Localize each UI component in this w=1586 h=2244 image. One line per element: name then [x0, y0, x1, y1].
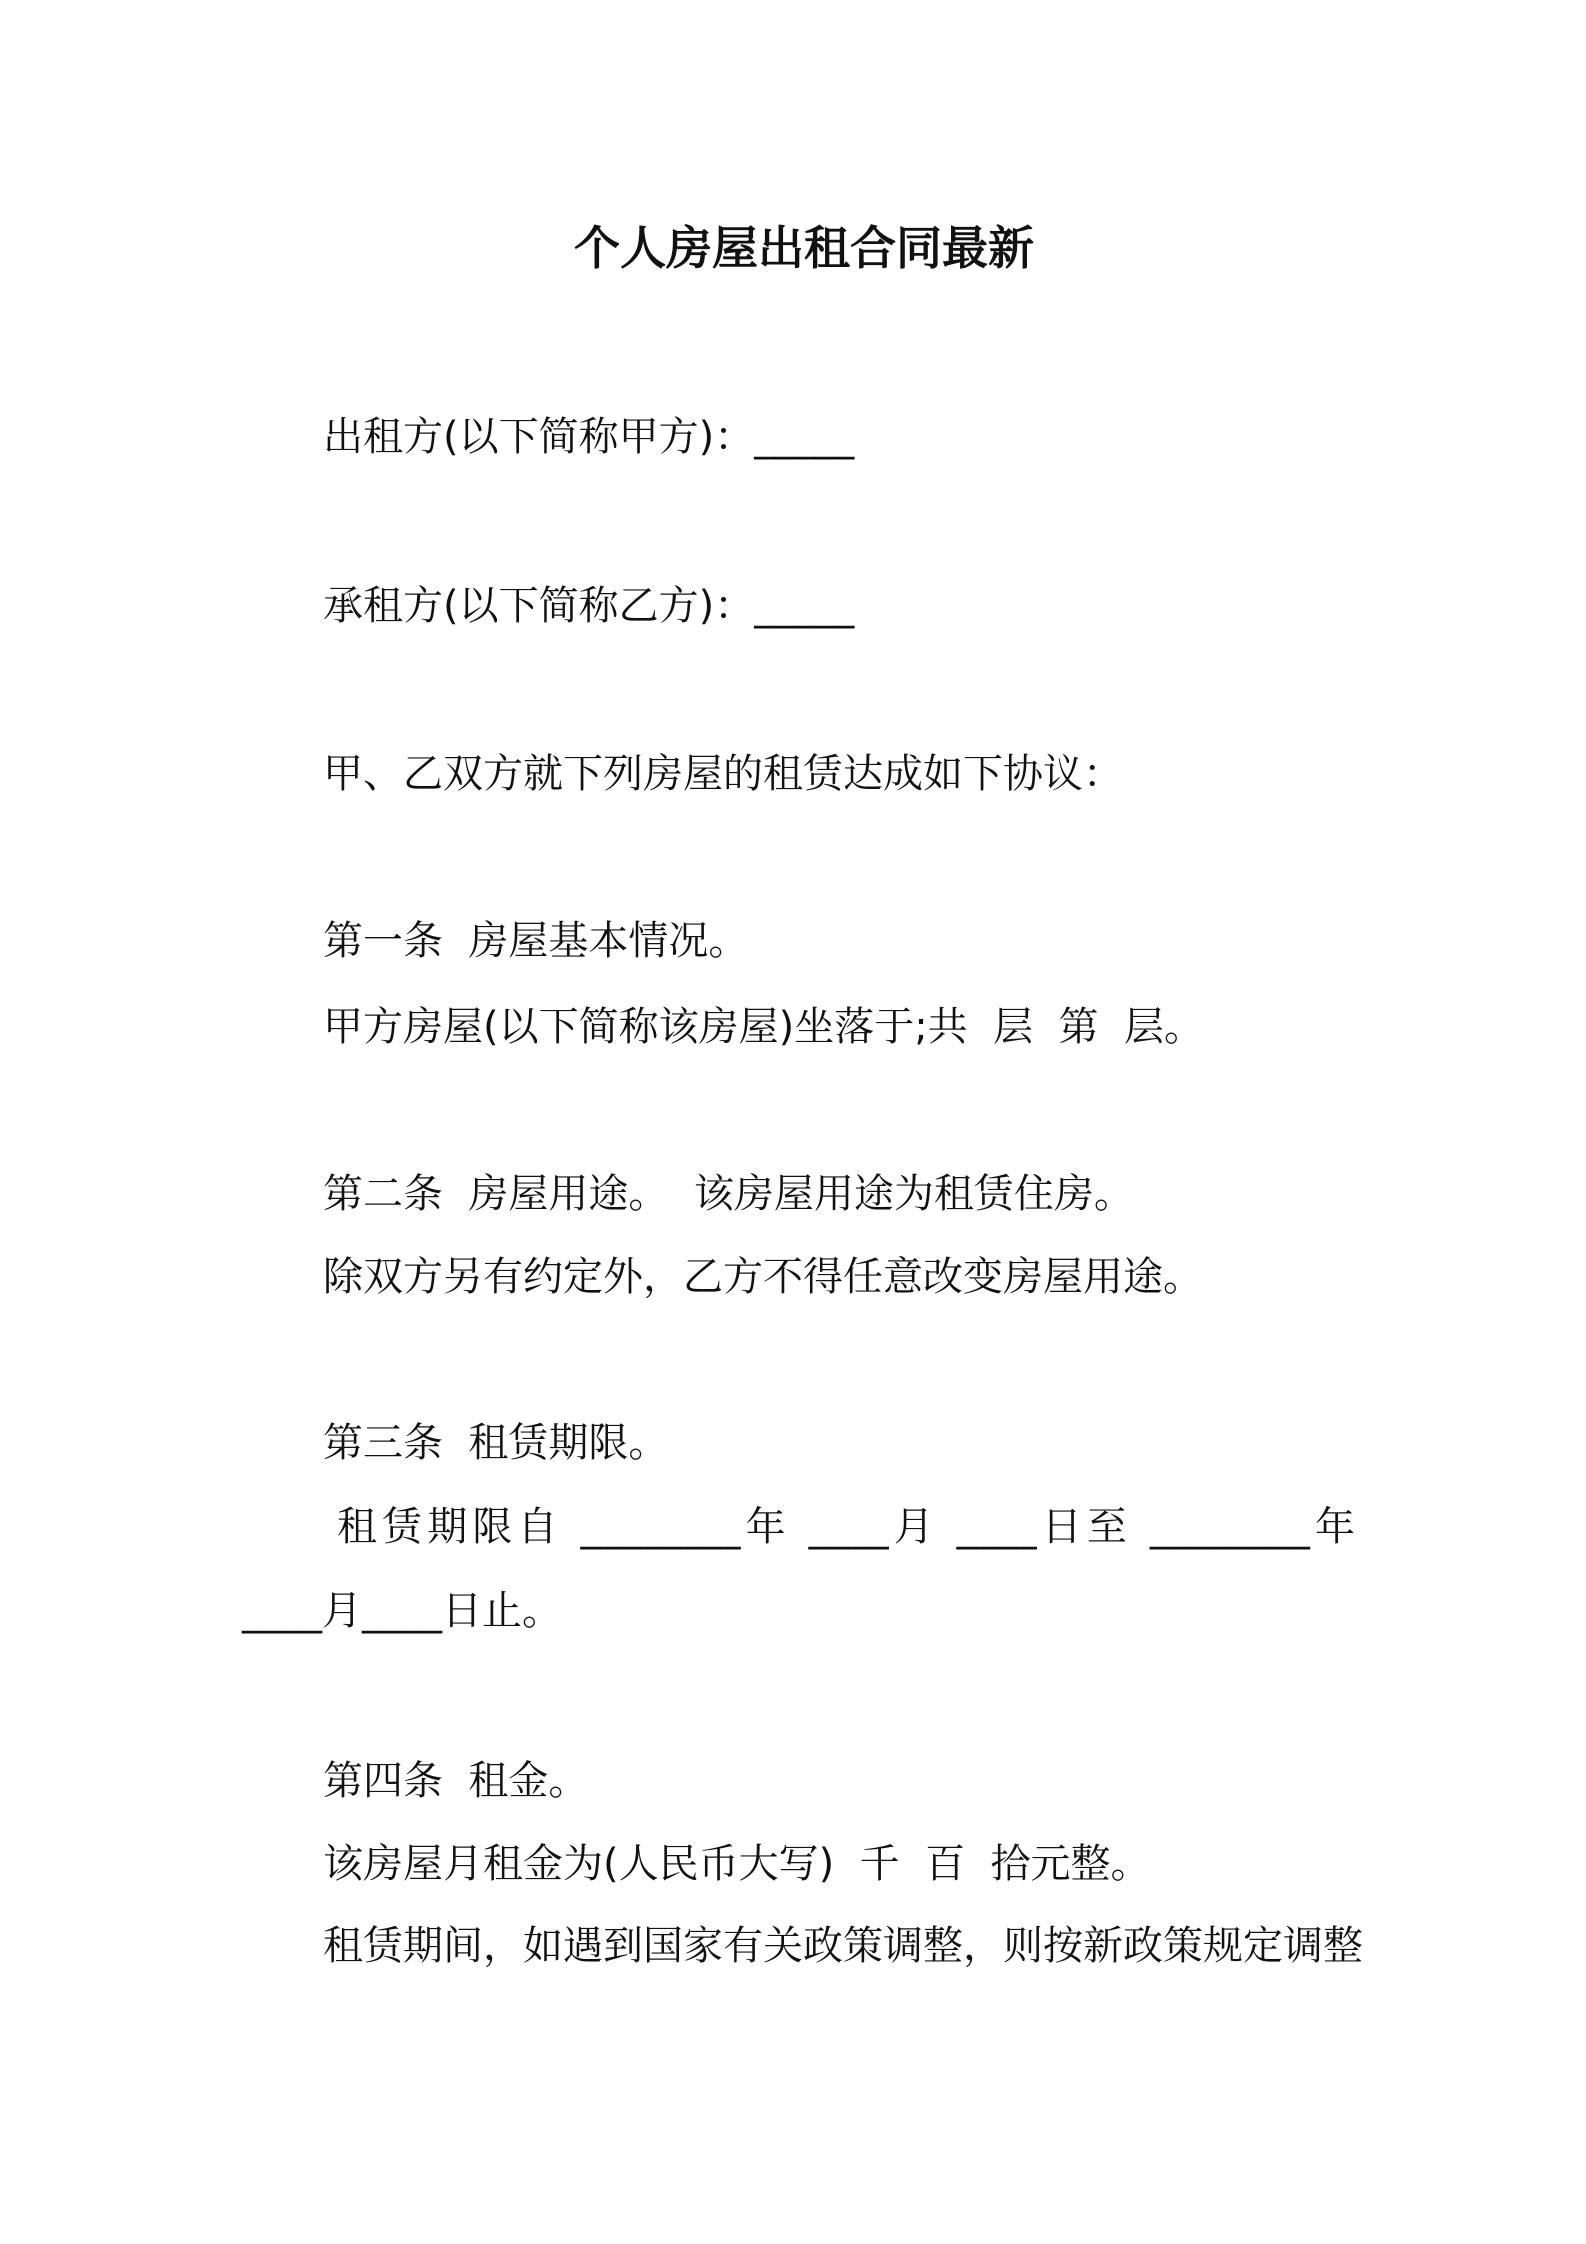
article-1-heading: 第一条 房屋基本情况。 [323, 918, 749, 964]
lessor-line: 出租方(以下简称甲方)：_____ [323, 414, 855, 460]
lessee-line: 承租方(以下简称乙方)：_____ [323, 583, 855, 629]
article-2-heading: 第二条 房屋用途。 该房屋用途为租赁住房。 [323, 1171, 1134, 1217]
article-3-text-continued: ____月____日止。 [242, 1588, 562, 1634]
article-4-heading: 第四条 租金。 [323, 1758, 589, 1804]
document-title: 个人房屋出租合同最新 [574, 221, 1034, 275]
article-3-heading: 第三条 租赁期限。 [323, 1420, 669, 1466]
article-1-text: 甲方房屋(以下简称该房屋)坐落于;共 层 第 层。 [323, 1004, 1204, 1050]
article-3-text: 租赁期限自 ________年 ____月 ____日至 ________年 [337, 1504, 1355, 1550]
article-2-text: 除双方另有约定外，乙方不得任意改变房屋用途。 [323, 1254, 1203, 1300]
agreement-intro: 甲、乙双方就下列房屋的租赁达成如下协议： [323, 751, 1123, 797]
article-4-text-2: 租赁期间，如遇到国家有关政策调整，则按新政策规定调整 [323, 1923, 1363, 1969]
article-4-text: 该房屋月租金为(人民币大写) 千 百 拾元整。 [323, 1841, 1151, 1887]
